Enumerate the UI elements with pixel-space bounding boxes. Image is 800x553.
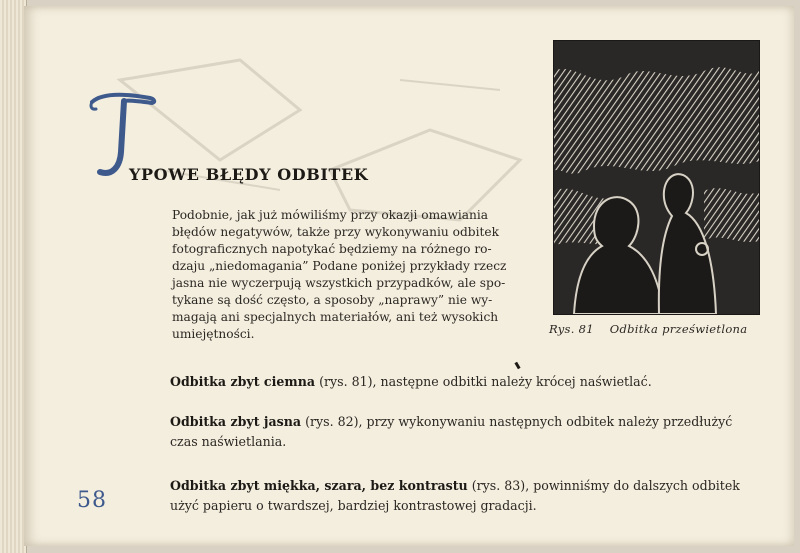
intro-line: błędów negatywów, także przy wykonywaniu odbitek [172, 225, 499, 239]
intro-line: jasna nie wyczerpują wszystkich przypadków, ale spo- [172, 276, 506, 290]
intro-line: umiejętności. [172, 327, 255, 341]
caption-figure-number: Rys. 81 [549, 322, 594, 336]
paragraph-term: Odbitka zbyt jasna [170, 414, 302, 429]
paragraph-text: (rys. 81), następne odbitki należy krócej naświetlać. [319, 374, 652, 389]
intro-line: Podobnie, jak już mówiliśmy przy okazji omawiania [172, 208, 489, 222]
intro-paragraph [172, 207, 507, 343]
overexposed-photo-figure [553, 40, 760, 315]
page-edges [0, 0, 27, 553]
paragraph-too-light [170, 412, 760, 452]
overexposed-photo [554, 41, 759, 314]
intro-line: dzaju „niedomagania” Podane poniżej przykłady rzecz [172, 259, 507, 273]
section-title: YPOWE BŁĘDY ODBITEK [129, 165, 369, 184]
intro-line: tykane są dość często, a sposoby „naprawy” nie wy- [172, 293, 493, 307]
paragraph-text: (rys. 82), przy wykonywaniu następnych odbitek należy przedłużyć czas naświetlania. [170, 414, 733, 449]
paragraph-too-soft [170, 476, 760, 516]
paragraph-term: Odbitka zbyt ciemna [170, 374, 316, 389]
caption-text: Odbitka prześwietlona [609, 322, 748, 336]
paragraph-term: Odbitka zbyt miękka, szara, bez kontrastu [170, 478, 468, 493]
intro-line: fotograficznych napotykać będziemy na różnego ro- [172, 242, 492, 256]
paragraph-text: (rys. 83), powinniśmy do dalszych odbitek użyć papieru o twardszej, bardziej kontrastowej gradacji. [170, 478, 740, 513]
intro-line: magają ani specjalnych materiałów, ani też wysokich [172, 310, 499, 324]
page-number: 58 [77, 488, 107, 513]
paragraph-too-dark [170, 372, 760, 392]
figure-caption [549, 322, 764, 336]
